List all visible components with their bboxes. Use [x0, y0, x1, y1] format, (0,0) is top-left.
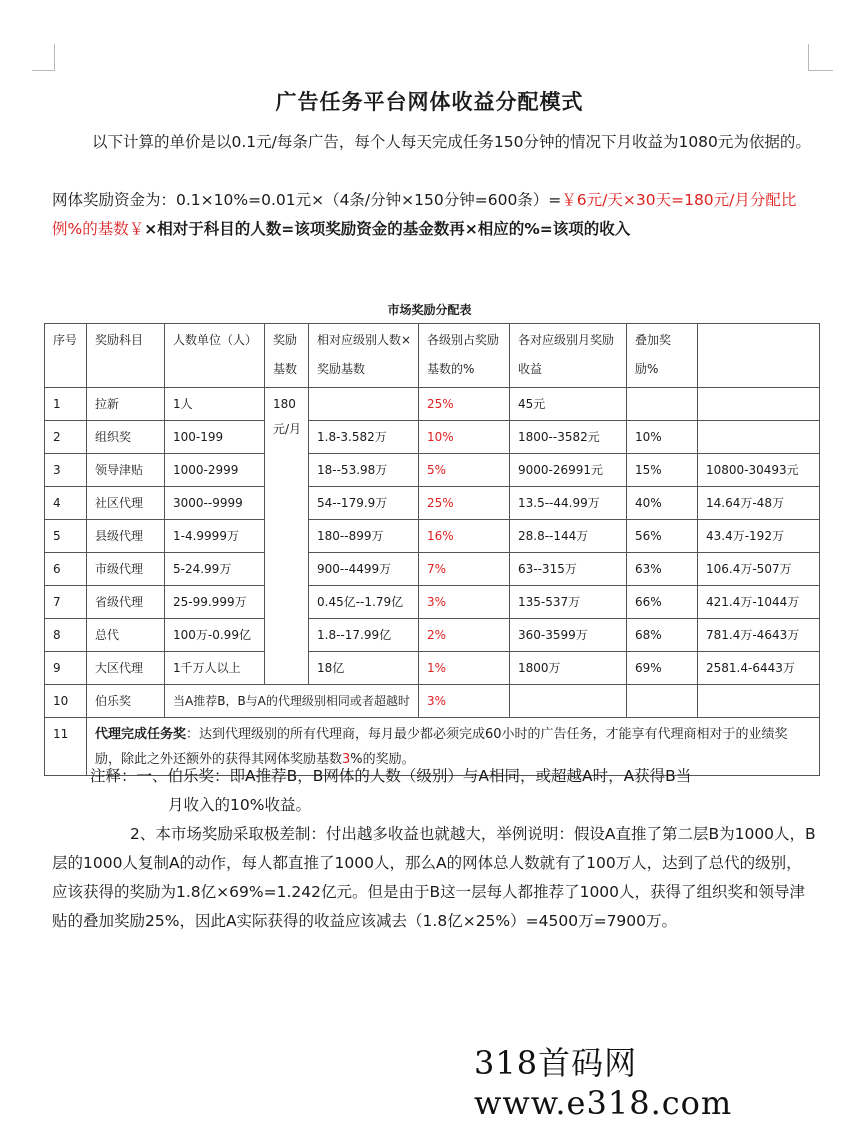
- cell-item: 县级代理: [87, 520, 165, 553]
- cell-item: 领导津贴: [87, 454, 165, 487]
- cell-relative: 180--899万: [309, 520, 419, 553]
- header-income: 各对应级别月奖励收益: [510, 324, 627, 388]
- cell-bole-desc: 当A推荐B，B与A的代理级别相同或者超越时: [165, 685, 419, 718]
- watermark-site-name: 318首码网: [474, 1044, 638, 1082]
- table-title: 市场奖励分配表: [387, 303, 472, 317]
- table-row: [45, 388, 820, 421]
- header-item: 奖励科目: [87, 324, 165, 388]
- fund-formula-rule: ×相对于科目的人数=该项奖励资金的基金数再×相应的%=该项的收入: [144, 220, 631, 238]
- cell-income: 1800--3582元: [510, 421, 627, 454]
- cell-people: 25-99.999万: [165, 586, 265, 619]
- table-row: [45, 586, 820, 619]
- cell-extra: 781.4万-4643万: [698, 619, 820, 652]
- watermark: [474, 1038, 859, 1122]
- cell-percent: 7%: [419, 553, 510, 586]
- cell-seq: 8: [45, 619, 87, 652]
- cell-seq: 9: [45, 652, 87, 685]
- cell-relative: 18亿: [309, 652, 419, 685]
- cell-item: 市级代理: [87, 553, 165, 586]
- cell-seq: 5: [45, 520, 87, 553]
- cell-extra: 10800-30493元: [698, 454, 820, 487]
- cell-income: 13.5--44.99万: [510, 487, 627, 520]
- cell-overlay: [627, 685, 698, 718]
- table-row: [45, 421, 820, 454]
- cell-income: [510, 685, 627, 718]
- cell-overlay: 66%: [627, 586, 698, 619]
- cell-item: 社区代理: [87, 487, 165, 520]
- cell-extra: 106.4万-507万: [698, 553, 820, 586]
- cell-people: 1000-2999: [165, 454, 265, 487]
- cell-people: 5-24.99万: [165, 553, 265, 586]
- cell-income: 28.8--144万: [510, 520, 627, 553]
- cell-overlay: 68%: [627, 619, 698, 652]
- cell-percent: 1%: [419, 652, 510, 685]
- cell-seq: 1: [45, 388, 87, 421]
- page-corner-mark-left: [32, 44, 55, 71]
- cell-percent: 3%: [419, 685, 510, 718]
- cell-percent: 10%: [419, 421, 510, 454]
- task-reward-percent: 3: [342, 752, 351, 767]
- cell-income: 135-537万: [510, 586, 627, 619]
- cell-item: 拉新: [87, 388, 165, 421]
- cell-people: 3000--9999: [165, 487, 265, 520]
- table-row: [45, 553, 820, 586]
- table-row: [45, 619, 820, 652]
- cell-people: 100-199: [165, 421, 265, 454]
- cell-seq: 10: [45, 685, 87, 718]
- cell-relative: [309, 388, 419, 421]
- cell-item: 大区代理: [87, 652, 165, 685]
- fund-paragraph: [52, 186, 817, 244]
- cell-item: 省级代理: [87, 586, 165, 619]
- fund-base-highlight: ￥6元/天×30天=180元/月分配比例%的基数￥: [52, 191, 797, 238]
- task-reward-label: 代理完成任务奖: [95, 727, 187, 742]
- cell-item: 总代: [87, 619, 165, 652]
- header-seq: 序号: [45, 324, 87, 388]
- header-people: 人数单位（人）: [165, 324, 265, 388]
- cell-relative: 18--53.98万: [309, 454, 419, 487]
- cell-overlay: 56%: [627, 520, 698, 553]
- reward-table: [44, 323, 820, 776]
- cell-seq: 7: [45, 586, 87, 619]
- cell-relative: 900--4499万: [309, 553, 419, 586]
- cell-people: 1千万人以上: [165, 652, 265, 685]
- header-extra: [698, 324, 820, 388]
- cell-percent: 25%: [419, 487, 510, 520]
- cell-percent: 5%: [419, 454, 510, 487]
- cell-overlay: 15%: [627, 454, 698, 487]
- cell-relative: 1.8-3.582万: [309, 421, 419, 454]
- cell-overlay: 10%: [627, 421, 698, 454]
- cell-percent: 25%: [419, 388, 510, 421]
- cell-income: 9000-26991元: [510, 454, 627, 487]
- cell-relative: 54--179.9万: [309, 487, 419, 520]
- cell-seq: 3: [45, 454, 87, 487]
- cell-income: 45元: [510, 388, 627, 421]
- cell-relative: 1.8--17.99亿: [309, 619, 419, 652]
- task-reward-text-end: %的奖励。: [350, 752, 415, 767]
- cell-percent: 3%: [419, 586, 510, 619]
- table-header-row: [45, 324, 820, 388]
- table-row: [45, 454, 820, 487]
- cell-income: 360-3599万: [510, 619, 627, 652]
- cell-extra: [698, 421, 820, 454]
- cell-percent: 16%: [419, 520, 510, 553]
- cell-extra: 43.4万-192万: [698, 520, 820, 553]
- cell-item: 伯乐奖: [87, 685, 165, 718]
- table-row: [45, 520, 820, 553]
- cell-overlay: [627, 388, 698, 421]
- cell-item: 组织奖: [87, 421, 165, 454]
- task-reward-text: ：达到代理级别的所有代理商，每月最少都必须完成60小时的广告任务，才能享有代理商相对于的业绩奖励，除此之外还额外的获得其网体奖励基数: [95, 727, 788, 767]
- cell-percent: 2%: [419, 619, 510, 652]
- header-percent: 各级别占奖励基数的%: [419, 324, 510, 388]
- cell-extra: [698, 685, 820, 718]
- fund-formula: 网体奖励资金为：0.1×10%=0.01元×（4条/分钟×150分钟=600条）=: [52, 191, 562, 209]
- header-base: 奖励基数: [265, 324, 309, 388]
- header-relative: 相对应级别人数×奖励基数: [309, 324, 419, 388]
- cell-seq: 4: [45, 487, 87, 520]
- page-corner-mark-right: [808, 44, 833, 71]
- header-overlay: 叠加奖励%: [627, 324, 698, 388]
- note-bole-rest: 月收入的10%收益。: [168, 796, 311, 814]
- cell-seq: 6: [45, 553, 87, 586]
- cell-extra: 421.4万-1044万: [698, 586, 820, 619]
- note-bole-lead: 注释：一、伯乐奖：即A推荐B，B网体的人数（级别）与A相同，或超越A时，A获得B当: [90, 767, 692, 785]
- cell-seq: 2: [45, 421, 87, 454]
- cell-overlay: 40%: [627, 487, 698, 520]
- cell-income: 63--315万: [510, 553, 627, 586]
- cell-extra: 14.64万-48万: [698, 487, 820, 520]
- base-value-cell: 180元/月: [265, 388, 309, 685]
- cell-people: 1人: [165, 388, 265, 421]
- table-row: [45, 685, 820, 718]
- cell-people: 1-4.9999万: [165, 520, 265, 553]
- cell-people: 100万-0.99亿: [165, 619, 265, 652]
- table-row: [45, 652, 820, 685]
- cell-income: 1800万: [510, 652, 627, 685]
- cell-overlay: 69%: [627, 652, 698, 685]
- note-bole: [90, 762, 820, 820]
- cell-overlay: 63%: [627, 553, 698, 586]
- note-differential: 2、本市场奖励采取极差制：付出越多收益也就越大，举例说明：假设A直推了第二层B为1000人，B层的1000人复制A的动作，每人都直推了1000人，那么A的网体总人数就有了100万人，达到了总代的级别，应该获得的奖励为1.8亿×69%=1.242亿元。但是由于B这一层每人都推荐了1000人，获得了组织奖和领导津贴的叠加奖励25%，因此A实际获得的收益应该减去（1.8亿×25%）=4500万=7900万。: [52, 825, 816, 930]
- cell-relative: 0.45亿--1.79亿: [309, 586, 419, 619]
- page-title: 广告任务平台网体收益分配模式: [275, 90, 584, 114]
- cell-extra: 2581.4-6443万: [698, 652, 820, 685]
- cell-seq: 11: [45, 718, 87, 776]
- watermark-url: www.e318.com: [474, 1084, 733, 1122]
- intro-paragraph: 以下计算的单价是以0.1元/每条广告，每个人每天完成任务150分钟的情况下月收益为1080元为依据的。: [92, 133, 811, 151]
- table-row: [45, 487, 820, 520]
- cell-extra: [698, 388, 820, 421]
